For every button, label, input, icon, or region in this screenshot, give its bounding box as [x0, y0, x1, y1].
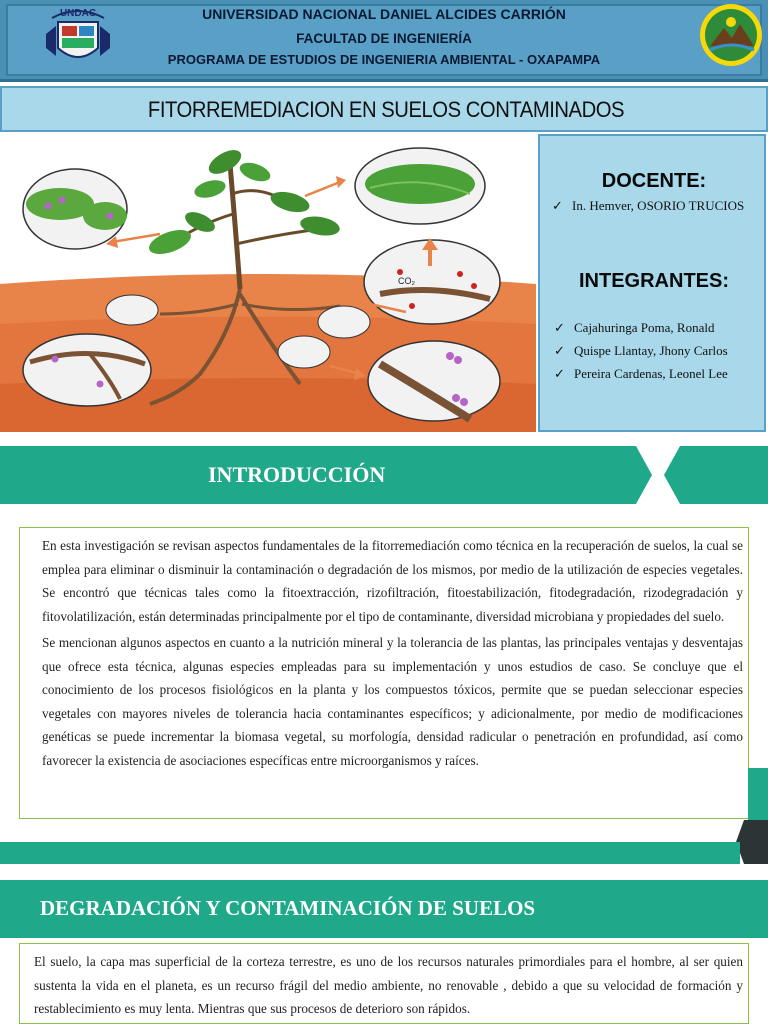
checkmark-icon: ✓: [552, 198, 563, 213]
integrantes-heading: INTEGRANTES:: [579, 270, 729, 292]
introduccion-paragraph-1: En esta investigación se revisan aspectos fundamentales de la fitorremediación como técnica en la recuperación de suelos, la cual se emplea para eliminar o disminuir la contaminación o degradación de los mismos, por medio de la utilización de especies vegetales. Se encontró que técnicas tales como la fitoextracción, rizofiltración, fitoestabilización, fitodegradación, rizodegradación y fitovolatilización, están determinadas principalmente por el tipo de contaminante, diversidad microbiana y propiedades del suelo.: [42, 538, 743, 624]
integrante-item: [554, 320, 714, 336]
info-panel: [538, 134, 766, 432]
header-band: [0, 0, 768, 82]
docente-name: In. Hemver, OSORIO TRUCIOS: [572, 198, 745, 213]
degradacion-paragraph: El suelo, la capa mas superficial de la corteza terrestre, es uno de los recursos naturales primordiales para el hombre, al ser quien sustenta la vida en el planeta, es un recurso frágil del medio ambiente, no renovable , debido a que su velocidad de formación y restablecimiento es muy lenta. Mientras que sus procesos de deterioro son rápidos.: [34, 954, 743, 1016]
checkmark-icon: ✓: [554, 343, 565, 358]
leaf-detail-left: [23, 169, 127, 249]
integrante-name: Quispe Llantay, Jhony Carlos: [574, 343, 728, 358]
co2-label: CO₂: [398, 276, 415, 286]
university-name: UNIVERSIDAD NACIONAL DANIEL ALCIDES CARRIÓN: [202, 6, 566, 22]
root-detail-right: [368, 341, 500, 421]
docente-heading: DOCENTE:: [601, 170, 707, 192]
decorative-dark-tab: [736, 820, 768, 864]
root-detail-left: [23, 334, 151, 406]
introduccion-paragraph-2: Se mencionan algunos aspectos en cuanto a la nutrición mineral y la tolerancia de las plantas, las principales ventajas y desventajas que ofrece esta técnica, algunas especies empleadas para su implementación y unos estudios de caso. Se concluye que el conocimiento de los procesos fisiológicos en la planta y los compuestos tóxicos, permite que se puedan seleccionar especies vegetales con mayores niveles de tolerancia hacia contaminantes específicos; y adicionalmente, por medio de modificaciones genéticas se puede incrementar la biomasa vegetal, su morfología, densidad radicular o penetración en profundidad, así como favorecer la existencia de asociaciones específicas entre microorganismos y raíces.: [42, 635, 743, 768]
introduccion-text-box: [19, 527, 749, 819]
integrante-item: [554, 343, 728, 359]
degradacion-band: [0, 880, 768, 938]
leaf-detail-right: [355, 148, 485, 224]
program-logo: [698, 2, 764, 68]
integrante-name: Cajahuringa Poma, Ronald: [574, 320, 715, 335]
docente-item: [552, 198, 744, 214]
introduccion-heading: INTRODUCCIÓN: [208, 462, 386, 487]
program-name: PROGRAMA DE ESTUDIOS DE INGENIERIA AMBIENTAL - OXAPAMPA: [167, 52, 601, 67]
faculty-name: FACULTAD DE INGENIERÍA: [296, 31, 472, 46]
degradacion-text-box: [19, 943, 749, 1024]
checkmark-icon: ✓: [554, 366, 565, 381]
integrante-item: [554, 366, 728, 382]
phytoremediation-illustration: [0, 134, 536, 432]
integrante-name: Pereira Cardenas, Leonel Lee: [574, 366, 728, 381]
introduccion-band: [0, 446, 768, 504]
separator-strip: [0, 842, 740, 864]
degradacion-heading: DEGRADACIÓN Y CONTAMINACIÓN DE SUELOS: [40, 896, 536, 920]
checkmark-icon: ✓: [554, 320, 565, 335]
page-title: FITORREMEDIACION EN SUELOS CONTAMINADOS: [147, 97, 625, 122]
logo-text: UNDAC: [59, 8, 97, 19]
title-band: [0, 86, 768, 132]
